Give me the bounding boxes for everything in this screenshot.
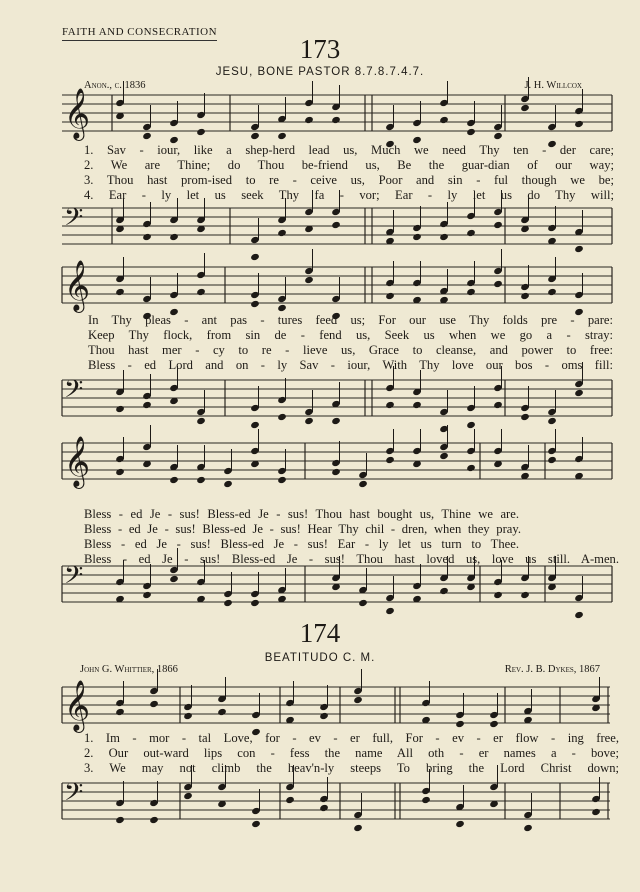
note-head <box>277 476 287 484</box>
note-head <box>169 575 179 583</box>
note-head <box>142 132 152 140</box>
note-head <box>277 132 287 140</box>
note-head <box>358 599 368 607</box>
note-head <box>277 413 287 421</box>
note-head <box>520 413 530 421</box>
note-head <box>493 591 503 599</box>
lyrics-block <box>84 731 619 776</box>
note-head <box>277 304 287 312</box>
note-head <box>331 116 341 124</box>
note-head <box>466 421 476 429</box>
note-head <box>489 720 499 728</box>
note-head <box>183 792 193 800</box>
lyric-line: 1. Sav - iour, like a shep-herd lead us, Much we need Thy ten - der care; <box>84 143 614 157</box>
tune-name: BEATITUDO C. M. <box>264 652 376 664</box>
lyric-line: 1. Im - mor - tal Love, for - ev - er full, For - ev - er flow - ing free, <box>84 731 619 745</box>
note-head <box>196 128 206 136</box>
note-head <box>466 229 476 237</box>
note-head <box>196 417 206 425</box>
note-head <box>353 824 363 832</box>
note-head <box>169 476 179 484</box>
note-head <box>385 607 395 615</box>
treble-clef-icon: 𝄞 <box>64 680 91 731</box>
note-head <box>142 401 152 409</box>
note-head <box>493 280 503 288</box>
note-head <box>574 245 584 253</box>
music-credit: J. H. Willcox <box>524 80 582 91</box>
lyrics-block <box>88 313 613 373</box>
tune-name: JESU, BONE PASTOR 8.7.8.7.4.7. <box>215 66 425 78</box>
note-head <box>547 288 557 296</box>
note-head <box>149 816 159 824</box>
note-head <box>217 708 227 716</box>
note-head <box>183 712 193 720</box>
note-head <box>466 288 476 296</box>
note-head <box>591 808 601 816</box>
note-head <box>115 708 125 716</box>
note-head <box>520 591 530 599</box>
note-head <box>304 116 314 124</box>
note-head <box>277 229 287 237</box>
note-head <box>304 276 314 284</box>
section-title: FAITH AND CONSECRATION <box>62 26 217 41</box>
words-credit: John G. Whittier, 1866 <box>80 664 178 675</box>
lyric-line: Bless - ed Je - sus! Bless-ed Je - sus! Thou hast loved us, love us still. A-men. <box>84 552 619 566</box>
lyric-line: 3. We may not climb the heav'n-ly steeps To bring the Lord Christ down; <box>84 761 619 775</box>
note-head <box>439 587 449 595</box>
note-head <box>520 104 530 112</box>
treble-clef-icon: 𝄞 <box>64 88 91 139</box>
note-head <box>331 468 341 476</box>
lyrics-block <box>84 507 619 567</box>
lyrics-block <box>84 143 614 203</box>
note-head <box>251 820 261 828</box>
note-head <box>493 221 503 229</box>
note-head <box>547 456 557 464</box>
hymn-number: 173 <box>299 34 341 64</box>
note-head <box>574 389 584 397</box>
lyric-line: Bless - ed Lord and on - ly Sav - iour, With Thy love our bos - oms fill: <box>88 358 613 372</box>
note-head <box>196 288 206 296</box>
note-head <box>421 796 431 804</box>
note-head <box>250 132 260 140</box>
note-head <box>385 401 395 409</box>
note-head <box>169 233 179 241</box>
note-head <box>439 233 449 241</box>
note-head <box>455 720 465 728</box>
note-head <box>466 464 476 472</box>
note-head <box>285 796 295 804</box>
lyric-line: Thou hast mer - cy to re - lieve us, Grace to cleanse, and power to free: <box>88 343 613 357</box>
note-head <box>115 405 125 413</box>
note-head <box>385 292 395 300</box>
note-head <box>319 804 329 812</box>
note-head <box>439 452 449 460</box>
note-head <box>412 233 422 241</box>
lyric-line: 4. Ear - ly let us seek Thy fa - vor; Ear - ly let us do Thy will; <box>84 188 614 202</box>
note-head <box>353 696 363 704</box>
note-head <box>439 116 449 124</box>
bass-clef-icon: 𝄢 <box>64 561 84 596</box>
note-head <box>304 417 314 425</box>
note-head <box>149 700 159 708</box>
note-head <box>250 300 260 308</box>
note-head <box>250 421 260 429</box>
lyric-line: Bless - ed Je - sus! Bless-ed Je - sus! Hear Thy chil - dren, when they pray. <box>84 522 521 536</box>
note-head <box>574 120 584 128</box>
note-head <box>250 253 260 261</box>
note-head <box>223 599 233 607</box>
lyric-line: Bless - ed Je - sus! Bless-ed Je - sus! Ear - ly let us turn to Thee. <box>84 537 519 551</box>
note-head <box>319 712 329 720</box>
lyric-line: 2. Our out-ward lips con - fess the name All oth - er names a - bove; <box>84 746 619 760</box>
note-head <box>115 816 125 824</box>
note-head <box>466 128 476 136</box>
bass-clef-icon: 𝄢 <box>64 375 84 410</box>
note-head <box>358 480 368 488</box>
note-head <box>493 401 503 409</box>
note-head <box>142 233 152 241</box>
note-head <box>250 599 260 607</box>
treble-clef-icon: 𝄞 <box>64 260 91 311</box>
hymn-number: 174 <box>299 618 341 648</box>
note-head <box>223 480 233 488</box>
note-head <box>547 417 557 425</box>
note-head <box>520 292 530 300</box>
bass-clef-icon: 𝄢 <box>64 778 84 813</box>
words-credit: Anon., c. 1836 <box>84 80 146 91</box>
lyric-line: Keep Thy flock, from sin de - fend us, Seek us when we go a - stray: <box>88 328 613 342</box>
lyric-line: 2. We are Thine; do Thou be-friend us, Be the guar-dian of our way; <box>84 158 614 172</box>
note-head <box>523 824 533 832</box>
music-credit: Rev. J. B. Dykes, 1867 <box>504 664 600 675</box>
note-head <box>115 288 125 296</box>
note-head <box>455 820 465 828</box>
lyric-line: 3. Thou hast prom-ised to re - ceive us, Poor and sin - ful though we be; <box>84 173 614 187</box>
note-head <box>331 221 341 229</box>
note-head <box>196 476 206 484</box>
treble-clef-icon: 𝄞 <box>64 436 91 487</box>
note-head <box>115 468 125 476</box>
note-head <box>385 456 395 464</box>
note-head <box>493 132 503 140</box>
note-head <box>412 401 422 409</box>
bass-clef-icon: 𝄢 <box>64 203 84 238</box>
note-head <box>142 591 152 599</box>
lyric-line: Bless - ed Je - sus! Bless-ed Je - sus! Thou hast bought us, Thine we are. <box>84 507 519 521</box>
lyric-line: In Thy pleas - ant pas - tures feed us; For our use Thy folds pre - pare: <box>88 313 613 327</box>
note-head <box>331 417 341 425</box>
